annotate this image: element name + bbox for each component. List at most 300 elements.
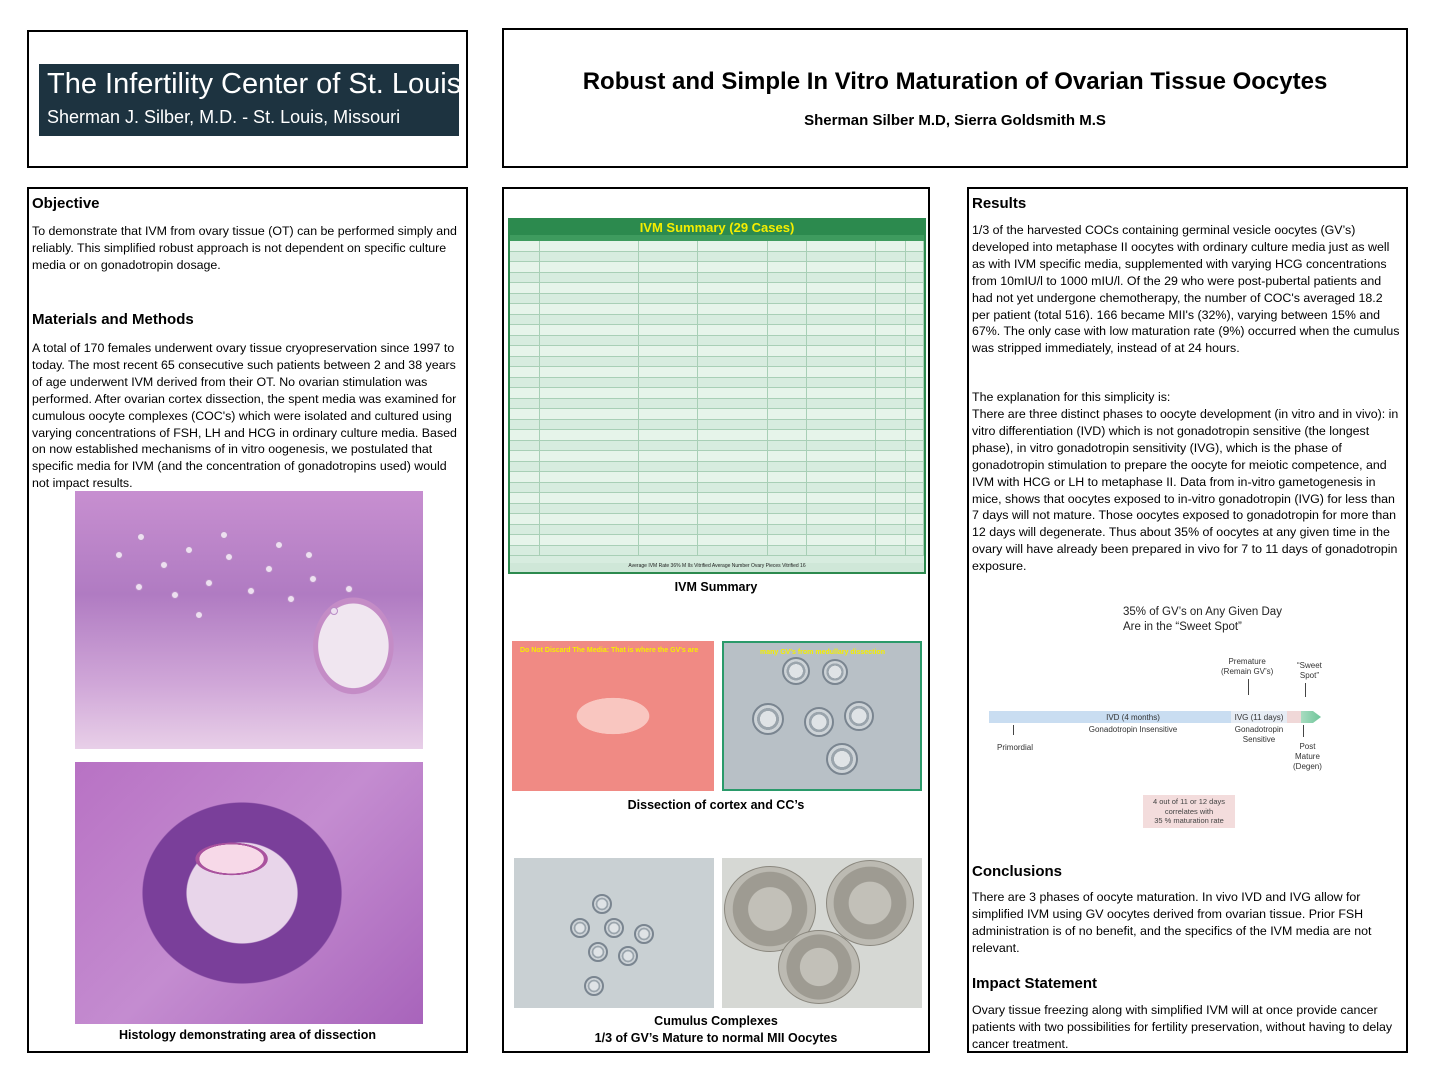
- ivm-table-cell: [906, 273, 924, 283]
- oocyte-dot: [275, 541, 283, 549]
- ivm-table-row: [510, 378, 924, 389]
- ivm-table-cell: [510, 514, 540, 524]
- conclusions-heading: Conclusions: [972, 863, 1063, 880]
- results-text: 1/3 of the harvested COCs containing germinal vesicle oocytes (GV’s) developed into metaphase II oocytes with ordinary culture media just as well as with IVM specific media, supplemented with varying HCG concentrations from 10mIU/l to 1000 mIU/l. Of the 29 who were post-pubertal patients and had not yet undergone chemotherapy, the number of COC's averaged 18.2 per patient (total 516). 166 became MII's (32%), varying between 15% and 67%. The only case with low maturation rate (9%) occurred when the cumulus was stripped immediately, instead of at 24 hours.: [972, 223, 1400, 356]
- ivm-table-cell: [639, 273, 698, 283]
- post-mature-arrow: [1301, 711, 1321, 723]
- oocyte: [570, 918, 590, 938]
- ivm-table-cell: [876, 336, 906, 346]
- ivm-table-cell: [639, 304, 698, 314]
- ivm-table-row: [510, 294, 924, 305]
- oocyte-dot: [205, 579, 213, 587]
- ivm-table-cell: [807, 367, 876, 377]
- ivm-table-cell: [876, 483, 906, 493]
- ivm-table-cell: [768, 462, 808, 472]
- ivm-table-cell: [698, 367, 767, 377]
- ivm-table-cell: [876, 399, 906, 409]
- ivm-table-cell: [768, 294, 808, 304]
- primordial-pointer: [1013, 725, 1014, 735]
- ivm-table-cell: [698, 273, 767, 283]
- histology-caption: Histology demonstrating area of dissection: [119, 1028, 376, 1042]
- oocyte-dot: [135, 583, 143, 591]
- ivm-table-cell: [807, 346, 876, 356]
- ivm-table-cell: [906, 409, 924, 419]
- ivm-table-cell: [540, 304, 639, 314]
- ivm-table-row: [510, 388, 924, 399]
- ivm-table-cell: [510, 420, 540, 430]
- ivm-table-cell: [510, 399, 540, 409]
- ivm-table-cell: [510, 273, 540, 283]
- ivm-table-cell: [510, 504, 540, 514]
- ivm-table-cell: [698, 346, 767, 356]
- ivm-table-cell: [906, 420, 924, 430]
- ivm-table-cell: [540, 241, 639, 251]
- ivm-table-row: [510, 451, 924, 462]
- ivm-table-cell: [540, 357, 639, 367]
- ivm-table-cell: [906, 357, 924, 367]
- ivg-label: IVG (11 days): [1234, 713, 1284, 722]
- ivm-table-cell: [768, 283, 808, 293]
- ivm-table-cell: [540, 388, 639, 398]
- ivm-table-cell: [639, 430, 698, 440]
- cumulus-micrograph: [514, 858, 714, 1008]
- ivm-table-cell: [639, 294, 698, 304]
- logo-name: The Infertility Center of St. Louis: [47, 68, 462, 100]
- oocyte: [618, 946, 638, 966]
- impact-text: Ovary tissue freezing along with simplified IVM will at once provide cancer patients with two possibilities for fertility preservation, without having to delay cancer treatment.: [972, 1003, 1393, 1051]
- post-mature-label-line-3: (Degen): [1293, 762, 1322, 771]
- ivm-table-cell: [807, 241, 876, 251]
- ivm-table-cell: [876, 420, 906, 430]
- ivm-table-cell: [540, 315, 639, 325]
- ivm-table-cell: [698, 504, 767, 514]
- oocyte-dot: [345, 585, 353, 593]
- ivm-table-cell: [906, 493, 924, 503]
- ivm-table-footer: Average IVM Rate 36% M IIs Vitrified Average Number Ovary Pieces Vitrified 16: [510, 563, 924, 572]
- oocyte: [584, 976, 604, 996]
- ivm-table-cell: [906, 525, 924, 535]
- ivm-table-cell: [510, 493, 540, 503]
- ivm-table-cell: [768, 483, 808, 493]
- ivm-table-cell: [639, 378, 698, 388]
- post-mature-label-line-2: Mature: [1295, 752, 1320, 761]
- objective-text: To demonstrate that IVM from ovary tissue (OT) can be performed simply and reliably. This simplified robust approach is not dependent on specific culture media or on gonadotropin dosage.: [32, 224, 457, 272]
- ivm-table-cell: [807, 273, 876, 283]
- ivm-summary-table-image: [508, 218, 926, 574]
- ivm-table-cell: [698, 336, 767, 346]
- ivm-table-row: [510, 514, 924, 525]
- oocyte: [592, 894, 612, 914]
- ivm-table-row: [510, 462, 924, 473]
- ivm-table-cell: [639, 241, 698, 251]
- ivm-table-cell: [768, 472, 808, 482]
- oocyte-dot: [220, 531, 228, 539]
- gv-cell: [804, 707, 834, 737]
- ivm-table-cell: [807, 283, 876, 293]
- dish-label: Do Not Discard The Media: That is where the GV's are: [520, 647, 699, 654]
- ivm-table-cell: [906, 378, 924, 388]
- ivm-table-cell: [639, 514, 698, 524]
- ivm-table-cell: [698, 294, 767, 304]
- oocyte: [634, 924, 654, 944]
- ivm-table-cell: [906, 504, 924, 514]
- ivm-table-cell: [510, 283, 540, 293]
- ivm-table-cell: [510, 325, 540, 335]
- ivm-table-row: [510, 399, 924, 410]
- ivm-table-cell: [807, 262, 876, 272]
- ivm-table-cell: [698, 241, 767, 251]
- ivm-table-cell: [540, 367, 639, 377]
- diagram-title-line-1: 35% of GV’s on Any Given Day: [1123, 606, 1282, 618]
- ivm-table-cell: [768, 252, 808, 262]
- oocyte-dot: [185, 546, 193, 554]
- ivm-table-cell: [807, 493, 876, 503]
- ivm-table-cell: [876, 283, 906, 293]
- oocyte-dot: [309, 575, 317, 583]
- ivm-caption: IVM Summary: [674, 580, 758, 594]
- gv-cell: [752, 703, 784, 735]
- ivm-table-cell: [540, 378, 639, 388]
- ivm-table-cell: [510, 483, 540, 493]
- ivm-table-cell: [540, 546, 639, 556]
- ivm-table-row: [510, 304, 924, 315]
- title-panel: [502, 28, 1408, 168]
- gv-cell: [782, 657, 810, 685]
- ivm-table-cell: [768, 262, 808, 272]
- ivm-table-cell: [540, 472, 639, 482]
- ivm-table-cell: [768, 336, 808, 346]
- gv-cell: [826, 743, 858, 775]
- ivm-table-cell: [639, 451, 698, 461]
- ivm-table-cell: [698, 378, 767, 388]
- ivm-table-cell: [698, 451, 767, 461]
- results-explanation: There are three distinct phases to oocyte development (in vitro and in vivo): in vitro differentiation (IVD) which is not gonadotropin sensitive (the longest phase), in vitro gonadotropin sensitivity (IVG), which is the phase of gonadotropin stimulation to prepare the oocyte for meiotic competence, and IVM with HCG or LH to metaphase II. Data from in-vitro gametogenesis in mice, shows that oocytes exposed to in-vitro gonadotropin (IVG) for less than 7 days will not mature. Those oocytes exposed to gonadotropin for more than 12 days will degenerate. Thus about 35% of oocytes at any given time in the ovary will have already been prepared in vivo for 7 to 11 days of gonadotropin exposure.: [972, 407, 1399, 574]
- ivm-table-cell: [698, 409, 767, 419]
- ivm-table-cell: [807, 420, 876, 430]
- ivm-table-cell: [768, 378, 808, 388]
- ivm-table-cell: [906, 315, 924, 325]
- ivm-table-cell: [906, 252, 924, 262]
- note-line-1: 4 out of 11 or 12 days: [1153, 797, 1225, 806]
- oocyte-dot: [330, 607, 338, 615]
- ivm-table-cell: [639, 472, 698, 482]
- ivm-table-cell: [807, 336, 876, 346]
- ivm-table-cell: [510, 472, 540, 482]
- cumulus-caption: [504, 1013, 928, 1047]
- primordial-label: Primordial: [997, 743, 1034, 752]
- cumulus-caption-line-2: 1/3 of GV’s Mature to normal MII Oocytes: [594, 1031, 838, 1045]
- ivm-table-cell: [807, 514, 876, 524]
- ivm-table-cell: [698, 399, 767, 409]
- ivm-table-cell: [698, 514, 767, 524]
- ivm-table-cell: [807, 462, 876, 472]
- ivm-table-cell: [807, 430, 876, 440]
- ivm-table-cell: [639, 441, 698, 451]
- ivg-sublabel-line-2: Sensitive: [1242, 735, 1276, 744]
- ivm-table-cell: [510, 241, 540, 251]
- ivm-table-row: [510, 472, 924, 483]
- institution-logo: [39, 64, 462, 136]
- ivm-table-cell: [807, 546, 876, 556]
- ivm-table-cell: [807, 441, 876, 451]
- ivm-table-cell: [540, 451, 639, 461]
- ivm-table-row: [510, 409, 924, 420]
- ivm-table-cell: [876, 273, 906, 283]
- ivm-table-cell: [639, 252, 698, 262]
- ivm-table-cell: [540, 336, 639, 346]
- ivm-table-row: [510, 430, 924, 441]
- ivm-table-cell: [876, 535, 906, 545]
- ivm-table-cell: [768, 367, 808, 377]
- ivm-table-row: [510, 315, 924, 326]
- ivm-table-cell: [768, 273, 808, 283]
- ivm-table-cell: [876, 262, 906, 272]
- ivm-table-cell: [876, 357, 906, 367]
- ivm-table-row: [510, 357, 924, 368]
- ivm-table-cell: [807, 315, 876, 325]
- ivm-table-cell: [876, 315, 906, 325]
- ivm-table-cell: [639, 546, 698, 556]
- ivm-table-cell: [510, 336, 540, 346]
- gv-cell: [844, 701, 874, 731]
- ivm-table-cell: [698, 315, 767, 325]
- ivm-table-cell: [807, 483, 876, 493]
- oocyte-dot: [137, 533, 145, 541]
- ivd-label: IVD (4 months): [1106, 713, 1160, 722]
- ivm-table-cell: [768, 430, 808, 440]
- gv-micrograph: [722, 641, 922, 791]
- poster-authors: Sherman Silber M.D, Sierra Goldsmith M.S: [804, 112, 1106, 129]
- left-column: [27, 187, 468, 1053]
- results-heading: Results: [972, 195, 1027, 212]
- ivm-table-cell: [768, 546, 808, 556]
- ivm-table-cell: [639, 409, 698, 419]
- ivm-table-cell: [876, 304, 906, 314]
- ivm-table-row: [510, 241, 924, 252]
- ivm-table-cell: [768, 451, 808, 461]
- gv-label: many GV's from medullary dissection: [760, 649, 885, 656]
- ivm-table-rows: [510, 241, 924, 556]
- oocyte-dot: [195, 611, 203, 619]
- diagram-title-line-2: Are in the “Sweet Spot”: [1123, 621, 1242, 633]
- ivm-table-cell: [510, 378, 540, 388]
- ivm-table-cell: [876, 441, 906, 451]
- ivm-table-row: [510, 483, 924, 494]
- ivm-table-cell: [510, 546, 540, 556]
- right-column: [967, 187, 1408, 1053]
- ivm-table-cell: [906, 514, 924, 524]
- ivm-table-cell: [807, 399, 876, 409]
- ivm-table-cell: [876, 388, 906, 398]
- ivm-table-cell: [807, 472, 876, 482]
- ivm-table-cell: [698, 304, 767, 314]
- ivm-table-cell: [540, 514, 639, 524]
- ivm-table-cell: [807, 525, 876, 535]
- ivm-table-row: [510, 262, 924, 273]
- diagram-title: [1123, 605, 1282, 635]
- dissection-photo: [512, 641, 714, 791]
- ivm-table-cell: [698, 472, 767, 482]
- oocyte: [588, 942, 608, 962]
- ivm-table-cell: [540, 493, 639, 503]
- ivm-table-cell: [540, 262, 639, 272]
- ivm-table-cell: [876, 252, 906, 262]
- ivm-table-cell: [698, 535, 767, 545]
- ivm-table-cell: [698, 462, 767, 472]
- ivm-table-cell: [768, 535, 808, 545]
- ivm-table-cell: [807, 504, 876, 514]
- ivm-table-cell: [876, 504, 906, 514]
- ivm-table-cell: [768, 441, 808, 451]
- ivm-table-cell: [906, 399, 924, 409]
- gv-cell: [822, 659, 848, 685]
- ivm-table-cell: [906, 441, 924, 451]
- ivm-table-row: [510, 525, 924, 536]
- ivm-table-cell: [510, 441, 540, 451]
- ivm-table-cell: [639, 367, 698, 377]
- ivm-table-cell: [876, 462, 906, 472]
- ivm-table-cell: [876, 241, 906, 251]
- ivm-table-row: [510, 493, 924, 504]
- ivm-table-cell: [906, 325, 924, 335]
- ivm-table-cell: [906, 462, 924, 472]
- objective-heading: Objective: [32, 195, 100, 212]
- histology-image-follicle: [75, 762, 423, 1024]
- methods-heading: Materials and Methods: [32, 311, 194, 328]
- poster-title: Robust and Simple In Vitro Maturation of Ovarian Tissue Oocytes: [582, 68, 1328, 95]
- ivm-table-cell: [768, 304, 808, 314]
- ivm-table-cell: [639, 399, 698, 409]
- ivm-table-cell: [510, 430, 540, 440]
- ivm-table-cell: [906, 283, 924, 293]
- cumulus-complex: [826, 860, 914, 946]
- dissection-caption: Dissection of cortex and CC’s: [627, 798, 805, 812]
- ivm-table-cell: [540, 462, 639, 472]
- ivm-table-cell: [698, 441, 767, 451]
- ivm-table-cell: [639, 388, 698, 398]
- ivm-table-cell: [906, 346, 924, 356]
- ivm-table-row: [510, 346, 924, 357]
- ivm-table-cell: [807, 378, 876, 388]
- ivm-table-cell: [876, 294, 906, 304]
- oocyte-dot: [305, 551, 313, 559]
- ivm-table-row: [510, 325, 924, 336]
- ivm-table-cell: [510, 346, 540, 356]
- oocyte-dot: [247, 587, 255, 595]
- ivm-table-cell: [876, 546, 906, 556]
- ivm-table-cell: [807, 451, 876, 461]
- ivm-table-cell: [876, 493, 906, 503]
- ivd-sublabel: Gonadotropin Insensitive: [1088, 725, 1178, 734]
- ivm-table-cell: [807, 409, 876, 419]
- ivm-table-row: [510, 283, 924, 294]
- ivm-table-cell: [906, 535, 924, 545]
- ivm-table-cell: [876, 409, 906, 419]
- ivm-table-cell: [510, 535, 540, 545]
- ivm-table-row: [510, 336, 924, 347]
- ivm-table-cell: [639, 420, 698, 430]
- ivm-table-cell: [540, 483, 639, 493]
- ivm-table-cell: [876, 430, 906, 440]
- ivm-table-cell: [540, 252, 639, 262]
- logo-panel: [27, 30, 468, 168]
- sweet-spot-pointer: [1305, 683, 1306, 697]
- oocyte-dot: [225, 553, 233, 561]
- ivm-table-cell: [807, 357, 876, 367]
- ivm-table-cell: [510, 409, 540, 419]
- ivm-table-cell: [639, 346, 698, 356]
- ivm-table-cell: [768, 525, 808, 535]
- ivm-table-cell: [906, 367, 924, 377]
- ivm-table-cell: [906, 483, 924, 493]
- ivm-table-cell: [698, 483, 767, 493]
- premature-pointer: [1248, 679, 1249, 695]
- oocyte-dot: [287, 595, 295, 603]
- ivm-table-cell: [698, 388, 767, 398]
- methods-text: A total of 170 females underwent ovary tissue cryopreservation since 1997 to today. The most recent 65 consecutive such patients between 2 and 38 years of age underwent IVM derived from their OT. No ovarian stimulation was performed. After ovarian cortex dissection, the spent media was examined for cumulous oocyte complexes (COC's) which were isolated and cultured using varying concentrations of FSH, LH and HCG in ordinary culture media. Based on now established mechanisms of in vitro oogenesis, we postulated that specific media for IVM (and the concentration of gonadotropins used) would not impact results.: [32, 341, 457, 491]
- ivm-table-cell: [540, 504, 639, 514]
- ivm-table-cell: [540, 346, 639, 356]
- ivm-table-cell: [698, 357, 767, 367]
- cumulus-caption-line-1: Cumulus Complexes: [654, 1014, 778, 1028]
- ivm-table-cell: [540, 430, 639, 440]
- ivm-table-row: [510, 535, 924, 546]
- ivm-table-cell: [768, 493, 808, 503]
- sweet-spot-diagram: [983, 605, 1333, 831]
- ivm-table-cell: [906, 472, 924, 482]
- ivm-table-cell: [876, 378, 906, 388]
- ivm-table-cell: [807, 535, 876, 545]
- post-mature-label: [1293, 742, 1322, 772]
- ivm-table-cell: [906, 262, 924, 272]
- ivm-table-cell: [540, 535, 639, 545]
- ivm-table-cell: [768, 315, 808, 325]
- ivm-table-cell: [906, 546, 924, 556]
- ivm-table-cell: [639, 315, 698, 325]
- ivm-table-cell: [510, 294, 540, 304]
- ivm-table-cell: [876, 367, 906, 377]
- ivm-table-cell: [876, 346, 906, 356]
- ivm-table-cell: [540, 420, 639, 430]
- maturation-rate-note: [1143, 795, 1235, 828]
- premature-label-line-2: (Remain GV’s): [1221, 667, 1274, 676]
- ivm-table-cell: [698, 493, 767, 503]
- ivm-table-cell: [807, 388, 876, 398]
- ivm-table-cell: [540, 294, 639, 304]
- ivm-table-cell: [876, 325, 906, 335]
- ivm-table-cell: [698, 430, 767, 440]
- ivm-table-cell: [807, 252, 876, 262]
- ivg-sublabel-line-1: Gonadotropin: [1234, 725, 1284, 734]
- ivm-table-cell: [876, 514, 906, 524]
- ivm-table-cell: [876, 525, 906, 535]
- ivm-table-cell: [540, 441, 639, 451]
- ivm-table-cell: [510, 388, 540, 398]
- ivm-table-cell: [876, 451, 906, 461]
- ivm-table-cell: [510, 315, 540, 325]
- ivm-table-cell: [768, 241, 808, 251]
- ivm-table-cell: [906, 430, 924, 440]
- premature-label: [1221, 657, 1273, 677]
- ivm-table-cell: [639, 483, 698, 493]
- logo-subtitle: Sherman J. Silber, M.D. - St. Louis, Missouri: [47, 107, 401, 127]
- ivm-table-row: [510, 252, 924, 263]
- ivm-table-cell: [906, 241, 924, 251]
- premature-label-line-1: Premature: [1228, 657, 1266, 666]
- ivm-table-cell: [639, 262, 698, 272]
- ivm-table-cell: [698, 283, 767, 293]
- ivm-table-cell: [639, 462, 698, 472]
